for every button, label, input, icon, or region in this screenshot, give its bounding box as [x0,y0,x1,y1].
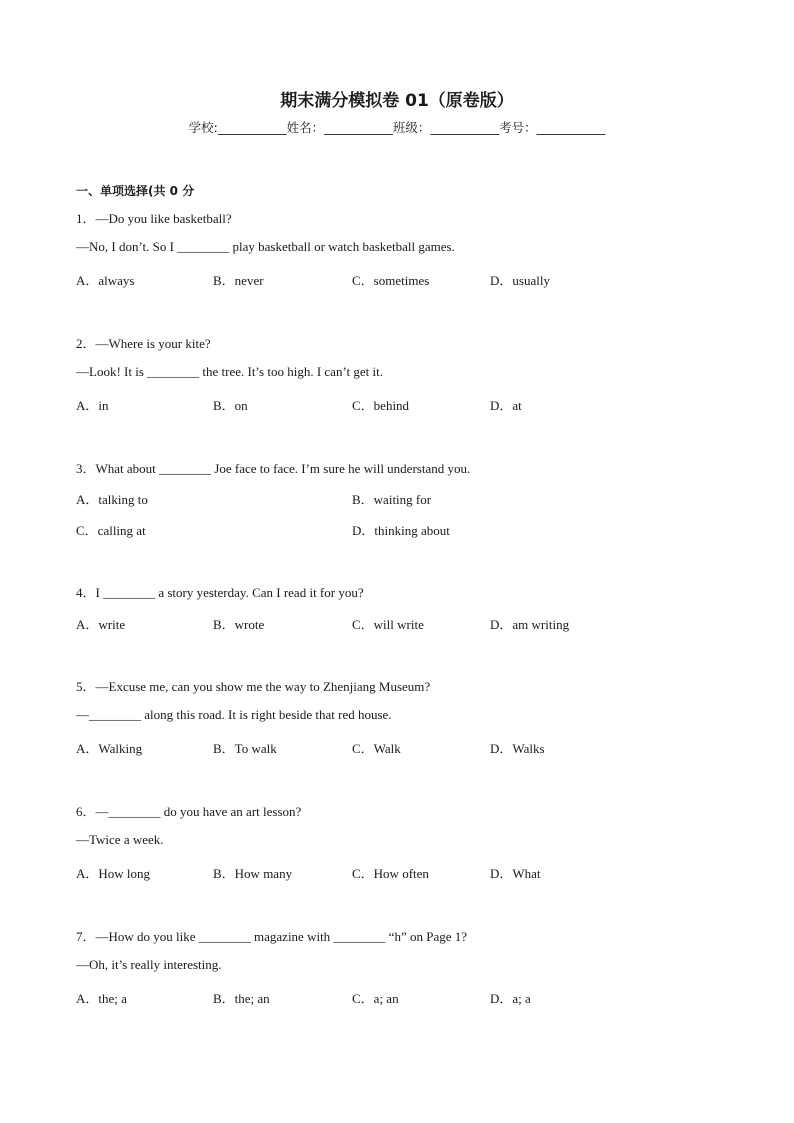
q4-option-d: D．am writing [490,617,570,632]
q4-option-a: A．write [76,617,126,632]
q1-option-c: C．sometimes [352,273,430,288]
q1-option-d: D．usually [490,273,550,288]
q3-option-a: A．talking to [76,492,148,507]
q5-reply: —________ along this road. It is right beside that red house. [76,707,392,722]
section-title: 一、单项选择(共 0 分 [76,184,195,198]
q1-option-b: B．never [213,273,264,288]
q6-option-c: C．How often [352,866,429,881]
q2-reply: —Look! It is ________ the tree. It’s too high. I can’t get it. [76,364,384,379]
q2-stem: 2．—Where is your kite? [76,336,211,351]
q6-reply: —Twice a week. [76,832,164,847]
q7-reply: —Oh, it’s really interesting. [76,957,222,972]
q2-option-a: A．in [76,398,109,413]
q6-stem: 6．—________ do you have an art lesson? [76,804,302,819]
q5-stem: 5．—Excuse me, can you show me the way to Zhenjiang Museum? [76,679,431,694]
q3-option-d: D．thinking about [352,523,450,538]
q3-stem: 3．What about ________ Joe face to face. I’m sure he will understand you. [76,461,471,476]
q1-reply: —No, I don’t. So I ________ play basketball or watch basketball games. [76,239,455,254]
q7-option-c: C．a; an [352,991,399,1006]
q4-option-c: C．will write [352,617,424,632]
q4-option-b: B．wrote [213,617,265,632]
q3-option-c: C．calling at [76,523,146,538]
q2-option-c: C．behind [352,398,410,413]
q2-option-d: D．at [490,398,522,413]
q5-option-d: D．Walks [490,741,545,756]
q5-option-b: B．To walk [213,741,277,756]
q1-option-a: A．always [76,273,135,288]
q4-stem: 4．I ________ a story yesterday. Can I read it for you? [76,585,364,600]
q7-stem: 7．—How do you like ________ magazine with ________ “h” on Page 1? [76,929,468,944]
q5-option-a: A．Walking [76,741,143,756]
q6-option-a: A．How long [76,866,151,881]
q6-option-d: D．What [490,866,541,881]
q3-option-b: B．waiting for [352,492,432,507]
student-info-line: 学校:___________姓名：___________班级：___________考号：___________ [188,120,606,135]
q7-option-b: B．the; an [213,991,270,1006]
q6-option-b: B．How many [213,866,293,881]
q1-stem: 1．—Do you like basketball? [76,211,232,226]
page-title: 期末满分模拟卷 01（原卷版） [280,91,514,111]
q7-option-d: D．a; a [490,991,531,1006]
q7-option-a: A．the; a [76,991,127,1006]
q2-option-b: B．on [213,398,248,413]
q5-option-c: C．Walk [352,741,401,756]
